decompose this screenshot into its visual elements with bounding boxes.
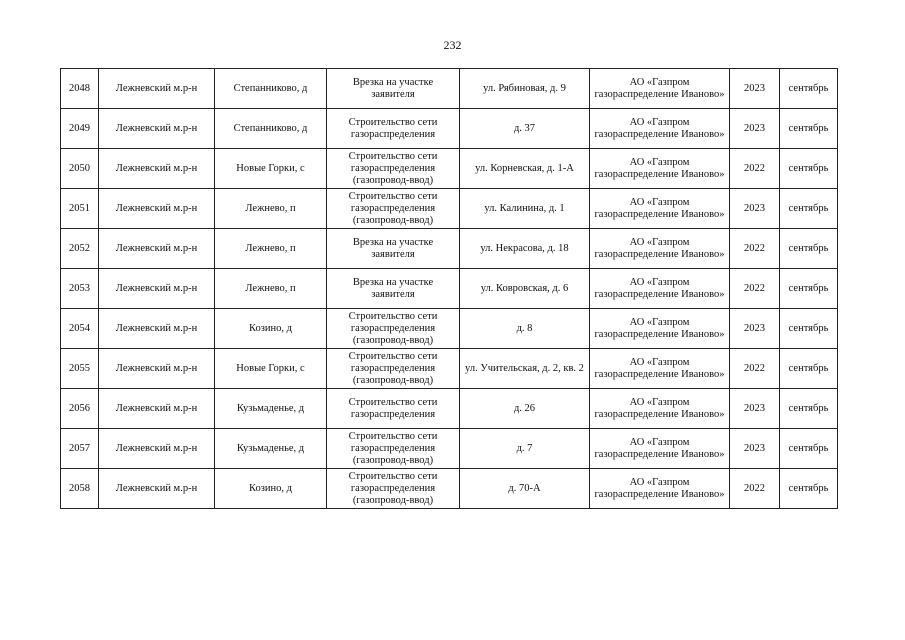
year-cell: 2023 <box>730 309 780 349</box>
row-number: 2054 <box>61 309 99 349</box>
address-cell: д. 26 <box>460 389 590 429</box>
locality-cell: Лежнево, п <box>215 269 327 309</box>
year-cell: 2022 <box>730 349 780 389</box>
row-number: 2058 <box>61 469 99 509</box>
table-row <box>61 429 838 469</box>
table-row <box>61 389 838 429</box>
year-cell: 2022 <box>730 269 780 309</box>
organization-cell: АО «Газпром газораспределение Иваново» <box>590 149 730 189</box>
organization-cell: АО «Газпром газораспределение Иваново» <box>590 469 730 509</box>
table-row <box>61 109 838 149</box>
organization-cell: АО «Газпром газораспределение Иваново» <box>590 389 730 429</box>
month-cell: сентябрь <box>780 389 838 429</box>
row-number: 2051 <box>61 189 99 229</box>
work-type-cell: Врезка на участке заявителя <box>327 229 460 269</box>
gasification-table <box>60 68 838 509</box>
year-cell: 2023 <box>730 429 780 469</box>
district-cell: Лежневский м.р-н <box>99 349 215 389</box>
address-cell: ул. Ковровская, д. 6 <box>460 269 590 309</box>
address-cell: д. 70-А <box>460 469 590 509</box>
district-cell: Лежневский м.р-н <box>99 309 215 349</box>
table-row <box>61 349 838 389</box>
address-cell: ул. Учительская, д. 2, кв. 2 <box>460 349 590 389</box>
row-number: 2056 <box>61 389 99 429</box>
organization-cell: АО «Газпром газораспределение Иваново» <box>590 349 730 389</box>
organization-cell: АО «Газпром газораспределение Иваново» <box>590 309 730 349</box>
district-cell: Лежневский м.р-н <box>99 109 215 149</box>
organization-cell: АО «Газпром газораспределение Иваново» <box>590 109 730 149</box>
month-cell: сентябрь <box>780 429 838 469</box>
month-cell: сентябрь <box>780 349 838 389</box>
organization-cell: АО «Газпром газораспределение Иваново» <box>590 269 730 309</box>
district-cell: Лежневский м.р-н <box>99 469 215 509</box>
district-cell: Лежневский м.р-н <box>99 69 215 109</box>
address-cell: ул. Рябиновая, д. 9 <box>460 69 590 109</box>
month-cell: сентябрь <box>780 69 838 109</box>
table-row <box>61 469 838 509</box>
locality-cell: Новые Горки, с <box>215 349 327 389</box>
district-cell: Лежневский м.р-н <box>99 389 215 429</box>
month-cell: сентябрь <box>780 229 838 269</box>
work-type-cell: Строительство сети газораспределения (газопровод-ввод) <box>327 429 460 469</box>
year-cell: 2023 <box>730 389 780 429</box>
organization-cell: АО «Газпром газораспределение Иваново» <box>590 69 730 109</box>
organization-cell: АО «Газпром газораспределение Иваново» <box>590 429 730 469</box>
district-cell: Лежневский м.р-н <box>99 429 215 469</box>
work-type-cell: Строительство сети газораспределения (газопровод-ввод) <box>327 349 460 389</box>
work-type-cell: Строительство сети газораспределения <box>327 389 460 429</box>
locality-cell: Лежнево, п <box>215 229 327 269</box>
organization-cell: АО «Газпром газораспределение Иваново» <box>590 189 730 229</box>
address-cell: ул. Калинина, д. 1 <box>460 189 590 229</box>
work-type-cell: Строительство сети газораспределения <box>327 109 460 149</box>
month-cell: сентябрь <box>780 149 838 189</box>
table-row <box>61 269 838 309</box>
year-cell: 2022 <box>730 149 780 189</box>
row-number: 2057 <box>61 429 99 469</box>
address-cell: д. 37 <box>460 109 590 149</box>
month-cell: сентябрь <box>780 269 838 309</box>
page-number: 232 <box>443 38 462 52</box>
locality-cell: Лежнево, п <box>215 189 327 229</box>
table-row <box>61 309 838 349</box>
address-cell: д. 7 <box>460 429 590 469</box>
year-cell: 2023 <box>730 69 780 109</box>
address-cell: ул. Корневская, д. 1-А <box>460 149 590 189</box>
row-number: 2052 <box>61 229 99 269</box>
work-type-cell: Строительство сети газораспределения (газопровод-ввод) <box>327 469 460 509</box>
work-type-cell: Строительство сети газораспределения (газопровод-ввод) <box>327 149 460 189</box>
table-row <box>61 189 838 229</box>
address-cell: д. 8 <box>460 309 590 349</box>
district-cell: Лежневский м.р-н <box>99 149 215 189</box>
address-cell: ул. Некрасова, д. 18 <box>460 229 590 269</box>
year-cell: 2023 <box>730 109 780 149</box>
row-number: 2049 <box>61 109 99 149</box>
table-row <box>61 229 838 269</box>
work-type-cell: Строительство сети газораспределения (газопровод-ввод) <box>327 309 460 349</box>
district-cell: Лежневский м.р-н <box>99 229 215 269</box>
work-type-cell: Врезка на участке заявителя <box>327 269 460 309</box>
month-cell: сентябрь <box>780 109 838 149</box>
locality-cell: Козино, д <box>215 469 327 509</box>
month-cell: сентябрь <box>780 309 838 349</box>
table-row <box>61 149 838 189</box>
row-number: 2053 <box>61 269 99 309</box>
locality-cell: Кузьмаденье, д <box>215 389 327 429</box>
locality-cell: Новые Горки, с <box>215 149 327 189</box>
district-cell: Лежневский м.р-н <box>99 189 215 229</box>
month-cell: сентябрь <box>780 469 838 509</box>
year-cell: 2022 <box>730 469 780 509</box>
month-cell: сентябрь <box>780 189 838 229</box>
locality-cell: Кузьмаденье, д <box>215 429 327 469</box>
year-cell: 2022 <box>730 229 780 269</box>
district-cell: Лежневский м.р-н <box>99 269 215 309</box>
year-cell: 2023 <box>730 189 780 229</box>
row-number: 2055 <box>61 349 99 389</box>
table-row <box>61 69 838 109</box>
work-type-cell: Врезка на участке заявителя <box>327 69 460 109</box>
locality-cell: Степанниково, д <box>215 69 327 109</box>
organization-cell: АО «Газпром газораспределение Иваново» <box>590 229 730 269</box>
work-type-cell: Строительство сети газораспределения (газопровод-ввод) <box>327 189 460 229</box>
row-number: 2050 <box>61 149 99 189</box>
locality-cell: Козино, д <box>215 309 327 349</box>
row-number: 2048 <box>61 69 99 109</box>
locality-cell: Степанниково, д <box>215 109 327 149</box>
